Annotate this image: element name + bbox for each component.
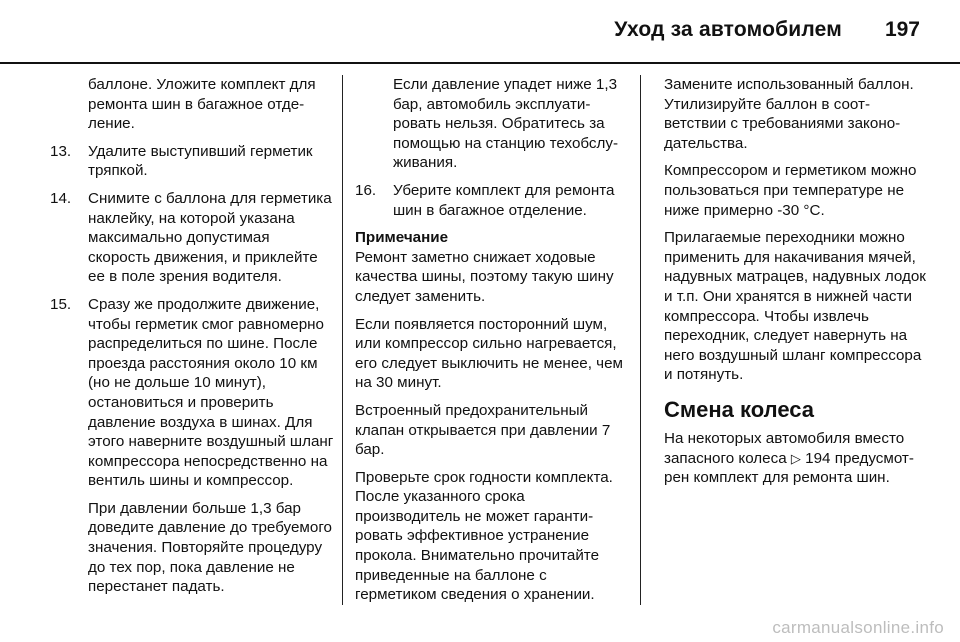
list-item-text: Снимите с баллона для герметика наклейку, на которой указана максимально допустимая скорость движения, и приклейте ее в поле зрения водителя. <box>88 189 332 286</box>
list-item-number: 16. <box>355 181 377 199</box>
page-ref-link[interactable]: 194 <box>805 449 831 467</box>
paragraph: Встроенный предохранительный клапан открывается при давлении 7 бар. <box>355 401 611 459</box>
continued-text: Если давление упадет ниже 1,3 бар, автомобиль эксплуатировать нельзя. Обратитесь за помощью на станцию техобслуживания. <box>393 76 619 172</box>
page-number: 197 <box>884 18 920 41</box>
list-item-text: Уберите комплект для ремонта шин в багажное отделение. <box>393 181 615 219</box>
column-3 <box>664 75 926 496</box>
note-title: Примечание <box>355 229 449 247</box>
column-1 <box>50 75 336 605</box>
column-2 <box>355 75 627 613</box>
column-divider-1 <box>342 75 343 605</box>
watermark: carmanualsonline.info <box>772 618 944 637</box>
page-title: Уход за автомобилем <box>614 18 842 41</box>
list-item <box>355 181 627 220</box>
continued-text: баллоне. Уложите комплект для ремонта шин в багажное отделение. <box>88 76 316 133</box>
list-item <box>50 189 336 287</box>
section-paragraph <box>664 429 926 488</box>
paragraph: Проверьте срок годности комплекта. После указанного срока производитель не может гарантировать эффективное устранение прокола. Внимательно прочитайте приведенные на баллоне с герметиком сведения о хранении. <box>355 468 613 604</box>
paragraph: Замените использованный баллон. Утилизируйте баллон в соответствии с требованиями законодательства. <box>664 76 914 152</box>
list-item-number: 13. <box>50 142 72 160</box>
list-item-text: Удалите выступивший герметик тряпкой. <box>88 142 313 180</box>
page-ref-arrow-icon: ▷ <box>790 450 801 466</box>
paragraph: Компрессором и герметиком можно пользоваться при температуре не ниже примерно -30 °C. <box>664 162 917 219</box>
section-title: Смена колеса <box>664 396 815 422</box>
paragraph: Если появляется посторонний шум, или компрессор сильно нагревается, его следует выключить не менее, чем на 30 минут. <box>355 315 623 392</box>
section-text-b: предусмотрен комплект для ремонта шин. <box>664 449 914 487</box>
list-item-number: 14. <box>50 189 72 207</box>
column-divider-2 <box>640 75 641 605</box>
list-item-number: 15. <box>50 295 72 313</box>
note-text: Ремонт заметно снижает ходовые качества шины, поэтому такую шину следует заменить. <box>355 248 614 305</box>
list-item <box>50 142 336 181</box>
list-item-text: Сразу же продолжите движение, чтобы герметик смог равномерно распределиться по шине. После проезда расстояния около 10 км (но не дольше 10 минут), остановиться и проверить давление воздуха в шинах. Для этого наверните воздушный шланг компрессора непосредственно на вентиль шины и компрессор. <box>88 295 334 490</box>
list-item <box>50 295 336 491</box>
pressure-paragraph: При давлении больше 1,3 бар доведите давление до требуемого значения. Повторяйте процедуру до тех пор, пока давление не перестанет падать. <box>88 499 332 596</box>
page-header <box>0 0 960 64</box>
section-text-a: На некоторых автомобиля вместо запасного колеса <box>664 429 905 467</box>
paragraph: Прилагаемые переходники можно применить для накачивания мячей, надувных матрацев, надувных лодок и т.п. Они хранятся в нижней части компрессора. Чтобы извлечь переходник, следует навернуть на него воздушный шланг компрессора и потянуть. <box>664 229 926 384</box>
